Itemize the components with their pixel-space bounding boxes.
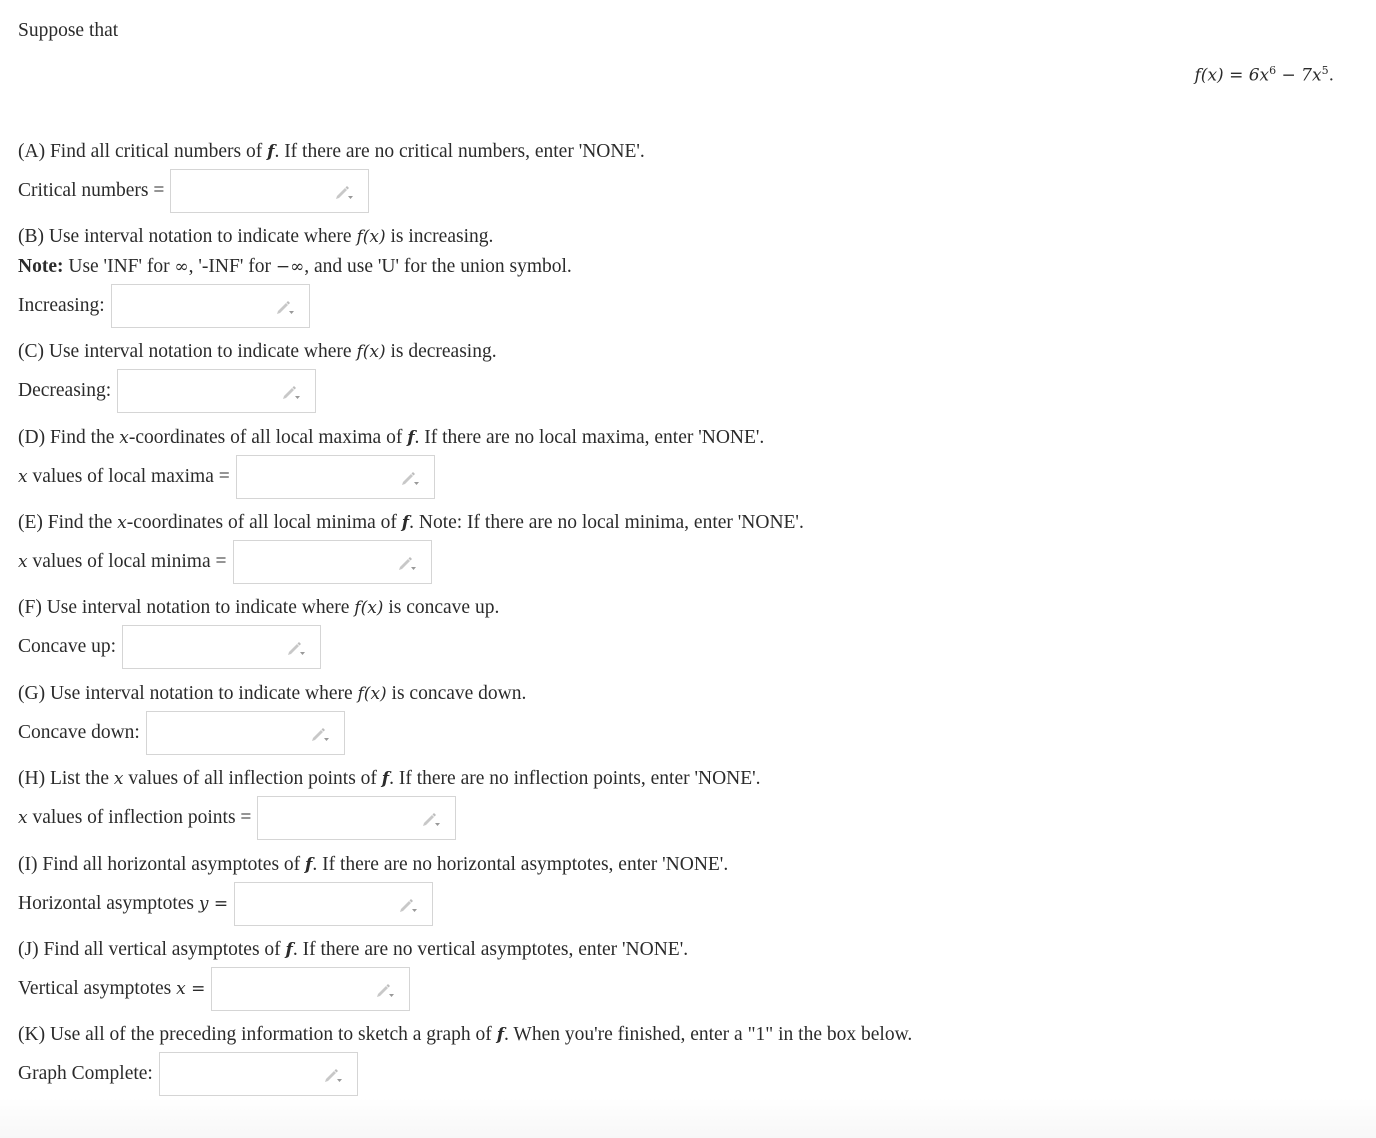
- math-segment: x: [18, 467, 28, 487]
- answer-label: [18, 295, 105, 317]
- text-segment: . If there are no critical numbers, enter 'NONE'.: [274, 141, 645, 162]
- math-segment: f: [267, 142, 275, 162]
- question-prompt: [18, 935, 688, 965]
- question-prompt: [18, 137, 645, 167]
- answer-row: [18, 882, 728, 926]
- math-segment: x: [18, 808, 28, 828]
- question-j: [18, 935, 688, 1011]
- answer-input-h[interactable]: [257, 796, 456, 840]
- math-segment: f: [407, 428, 415, 448]
- text-segment: Decreasing:: [18, 380, 112, 401]
- math-segment: f: [401, 513, 410, 533]
- answer-label: [18, 466, 230, 488]
- page-footer-shade: [0, 1098, 1376, 1138]
- question-a: [18, 137, 645, 213]
- math-segment: x: [18, 552, 28, 572]
- question-prompt: [18, 222, 572, 252]
- pencil-dropdown-icon[interactable]: [398, 896, 418, 914]
- text-segment: (K) Use all of the preceding information to sketch a graph of: [18, 1024, 497, 1045]
- answer-input-j[interactable]: [211, 967, 410, 1011]
- question-prompt: [18, 593, 499, 623]
- question-prompt: [18, 679, 526, 709]
- answer-input-a[interactable]: [170, 169, 369, 213]
- text-segment: values of local maxima =: [27, 466, 230, 487]
- question-b: [18, 222, 572, 328]
- text-segment: is concave down.: [386, 683, 527, 704]
- text-segment: . If there are no vertical asymptotes, enter 'NONE'.: [292, 939, 689, 960]
- answer-row: [18, 967, 688, 1011]
- answer-row: [18, 455, 764, 499]
- math-segment: x: [117, 513, 127, 533]
- text-segment: values of local minima =: [27, 551, 227, 572]
- text-segment: (J) Find all vertical asymptotes of: [18, 939, 286, 960]
- text-segment: values of all inflection points of: [123, 768, 382, 789]
- text-segment: -coordinates of all local maxima of: [128, 427, 408, 448]
- question-prompt: [18, 423, 764, 453]
- answer-input-i[interactable]: [234, 882, 433, 926]
- pencil-dropdown-icon[interactable]: [275, 298, 295, 316]
- answer-row: [18, 169, 645, 213]
- math-segment: f(x): [354, 598, 384, 618]
- text-segment: Graph Complete:: [18, 1063, 153, 1084]
- answer-row: [18, 796, 761, 840]
- math-segment: y =: [198, 894, 229, 914]
- text-segment: . If there are no inflection points, enter 'NONE'.: [389, 768, 761, 789]
- formula-exp2: 5: [1321, 64, 1329, 77]
- answer-label: [18, 807, 251, 829]
- math-segment: x: [119, 428, 129, 448]
- question-i: [18, 850, 728, 926]
- text-segment: (D) Find the: [18, 427, 120, 448]
- pencil-dropdown-icon[interactable]: [421, 810, 441, 828]
- text-segment: Horizontal asymptotes: [18, 893, 199, 914]
- answer-input-b[interactable]: [111, 284, 310, 328]
- answer-input-e[interactable]: [233, 540, 432, 584]
- note-text: [18, 252, 572, 282]
- text-segment: (C) Use interval notation to indicate where: [18, 341, 357, 362]
- answer-row: [18, 1052, 912, 1096]
- math-segment: −∞: [275, 257, 305, 277]
- answer-row: [18, 625, 499, 669]
- pencil-dropdown-icon[interactable]: [397, 554, 417, 572]
- answer-input-g[interactable]: [146, 711, 345, 755]
- pencil-dropdown-icon[interactable]: [334, 183, 354, 201]
- text-segment: (F) Use interval notation to indicate where: [18, 597, 355, 618]
- formula-mid: − 7x: [1276, 65, 1322, 86]
- math-segment: ∞: [174, 257, 189, 277]
- math-segment: x =: [176, 979, 206, 999]
- text-segment: is concave up.: [383, 597, 500, 618]
- math-segment: f(x): [356, 227, 386, 247]
- answer-input-d[interactable]: [236, 455, 435, 499]
- text-segment: is increasing.: [385, 226, 494, 247]
- text-segment: is decreasing.: [385, 341, 497, 362]
- math-segment: f: [496, 1025, 505, 1045]
- pencil-dropdown-icon[interactable]: [375, 981, 395, 999]
- question-h: [18, 764, 761, 840]
- pencil-dropdown-icon[interactable]: [286, 639, 306, 657]
- answer-label: [18, 180, 164, 202]
- pencil-dropdown-icon[interactable]: [281, 383, 301, 401]
- formula-lhs: f(x) = 6x: [1194, 65, 1270, 86]
- answer-label: [18, 722, 140, 744]
- math-segment: f: [381, 769, 390, 789]
- text-segment: . If there are no horizontal asymptotes, enter 'NONE'.: [312, 854, 729, 875]
- text-segment: (E) Find the: [18, 512, 118, 533]
- pencil-dropdown-icon[interactable]: [400, 469, 420, 487]
- answer-input-c[interactable]: [117, 369, 316, 413]
- text-segment: Increasing:: [18, 295, 105, 316]
- pencil-dropdown-icon[interactable]: [323, 1066, 343, 1084]
- text-segment: Use 'INF' for: [63, 256, 175, 277]
- answer-input-f[interactable]: [122, 625, 321, 669]
- intro-text: Suppose that: [18, 20, 119, 41]
- text-segment: Critical numbers =: [18, 180, 165, 201]
- question-prompt: [18, 1020, 912, 1050]
- text-segment: . When you're finished, enter a "1" in the box below.: [504, 1024, 913, 1045]
- text-segment: . If there are no local maxima, enter 'NONE'.: [414, 427, 765, 448]
- math-segment: f(x): [357, 684, 387, 704]
- math-segment: f: [305, 855, 313, 875]
- answer-label: [18, 380, 111, 402]
- answer-label: [18, 1063, 153, 1085]
- answer-label: [18, 978, 205, 1000]
- text-segment: Concave up:: [18, 636, 117, 657]
- question-f: [18, 593, 499, 669]
- text-segment: (G) Use interval notation to indicate where: [18, 683, 358, 704]
- question-c: [18, 337, 497, 413]
- question-d: [18, 423, 764, 499]
- text-segment: values of inflection points =: [27, 807, 252, 828]
- text-segment: (A) Find all critical numbers of: [18, 141, 268, 162]
- question-prompt: [18, 337, 497, 367]
- formula-exp1: 6: [1269, 64, 1277, 77]
- question-e: [18, 508, 804, 584]
- math-segment: f(x): [356, 342, 386, 362]
- formula-end: .: [1328, 65, 1334, 86]
- question-prompt: [18, 764, 761, 794]
- answer-row: [18, 711, 526, 755]
- text-segment: . Note: If there are no local minima, enter 'NONE'.: [409, 512, 804, 533]
- math-segment: f: [285, 940, 293, 960]
- text-segment: , '-INF' for: [188, 256, 276, 277]
- answer-input-k[interactable]: [159, 1052, 358, 1096]
- text-segment: (B) Use interval notation to indicate where: [18, 226, 357, 247]
- answer-row: [18, 284, 572, 328]
- text-segment: (I) Find all horizontal asymptotes of: [18, 854, 306, 875]
- math-segment: x: [113, 769, 124, 789]
- answer-row: [18, 369, 497, 413]
- answer-row: [18, 540, 804, 584]
- question-prompt: [18, 850, 728, 880]
- text-segment: (H) List the: [18, 768, 114, 789]
- answer-label: [18, 893, 228, 915]
- text-segment: Concave down:: [18, 722, 140, 743]
- answer-label: [18, 551, 227, 573]
- text-segment: -coordinates of all local minima of: [126, 512, 402, 533]
- text-segment: Note:: [18, 256, 64, 277]
- question-g: [18, 679, 526, 755]
- text-segment: Vertical asymptotes: [18, 978, 177, 999]
- question-k: [18, 1020, 912, 1096]
- question-prompt: [18, 508, 804, 538]
- pencil-dropdown-icon[interactable]: [310, 725, 330, 743]
- answer-label: [18, 636, 116, 658]
- text-segment: , and use 'U' for the union symbol.: [304, 256, 572, 277]
- function-formula: [1195, 64, 1334, 86]
